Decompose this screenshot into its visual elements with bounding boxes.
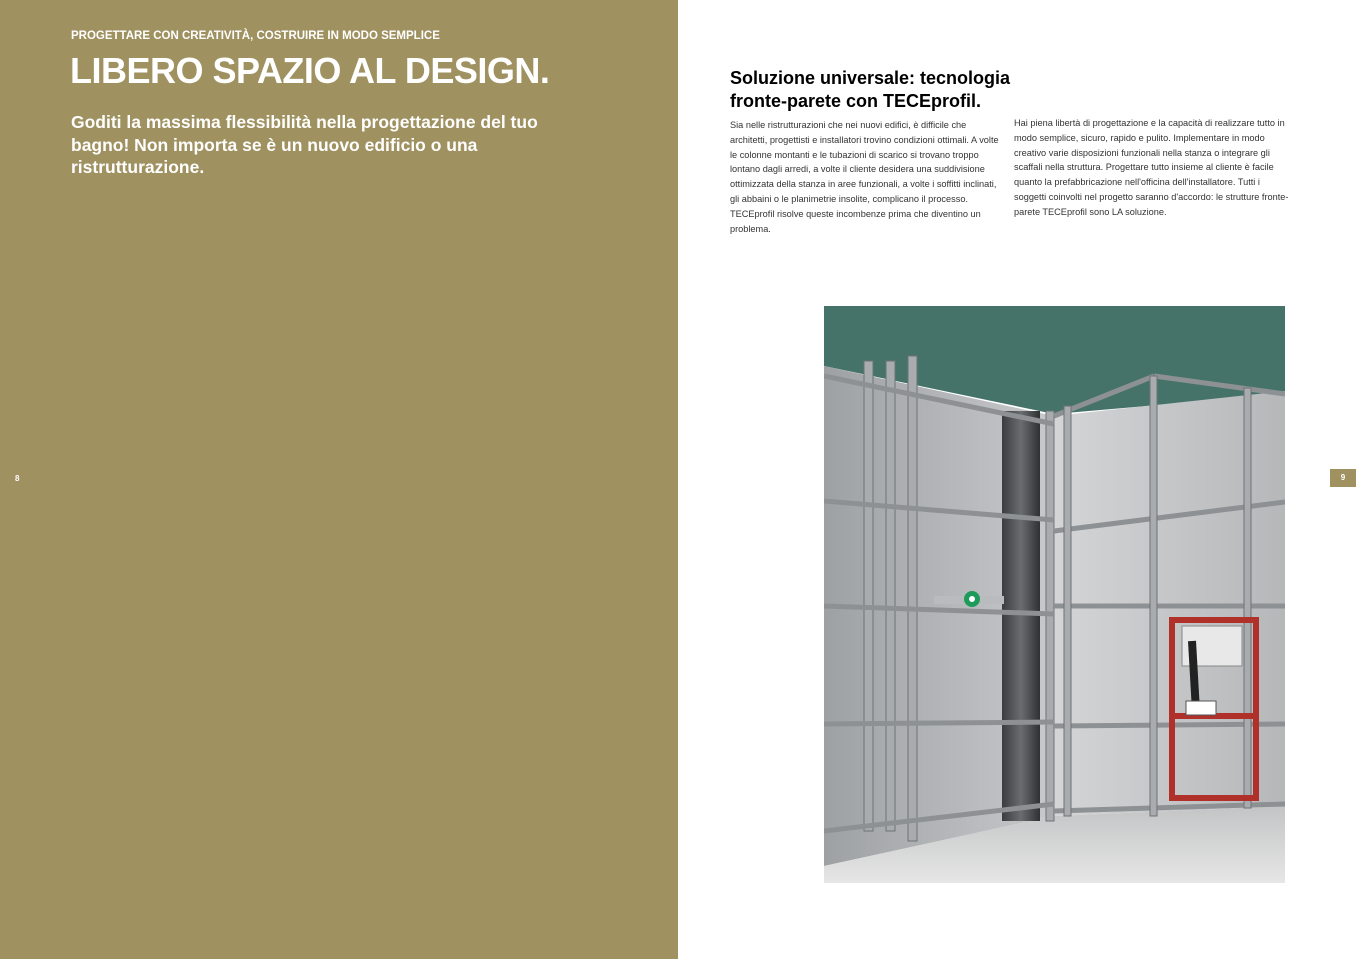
kicker: PROGETTARE CON CREATIVITÀ, COSTRUIRE IN MODO SEMPLICE <box>71 30 440 42</box>
waste-pipe <box>1002 411 1040 821</box>
section-title-line-1: Soluzione universale: tecnologia <box>730 68 1011 88</box>
body-column-2: Hai piena libertà di progettazione e la capacità di realizzare tutto in modo semplice, sicuro, rapido e pulito. Implementare in modo creativo varie disposizioni funzionali nella stanza o integrare gli scaffali nella struttura. Progettare tutto insieme al cliente è facile quanto la prefabbricazione nell'officina dell'installatore. Tutti i soggetti coinvolti nel progetto saranno d'accordo: le strutture fronte-parete TECEprofil sono LA soluzione. <box>1014 118 1289 217</box>
installation-frame-photo <box>824 306 1285 883</box>
body-column-1: Sia nelle ristrutturazioni che nei nuovi edifici, è difficile che architetti, progettisti e installatori trovino condizioni ottimali. A volte le colonne montanti e le tubazioni di scarico si trovano troppo lontano dagli arredi, a volte il cliente desidera una suddivisione ottimizzata della stanza in aree funzionali, a volte i soffitti inclinati, gli abbaini o le planimetrie insolite, complicano il processo. TECEprofil risolve queste incombenze prima che diventino un problema. <box>730 120 999 234</box>
page-number-right: 9 <box>1330 469 1356 487</box>
page-number-left: 8 <box>15 474 20 483</box>
page-title: LIBERO SPAZIO AL DESIGN. <box>70 50 550 91</box>
section-title-line-2: fronte-parete con TECEprofil. <box>730 90 982 111</box>
section-title <box>730 67 1030 112</box>
right-page <box>678 0 1356 959</box>
lead-paragraph: Goditi la massima flessibilità nella progettazione del tuo bagno! Non importa se è un nuovo edificio o una ristrutturazione. <box>71 112 538 177</box>
